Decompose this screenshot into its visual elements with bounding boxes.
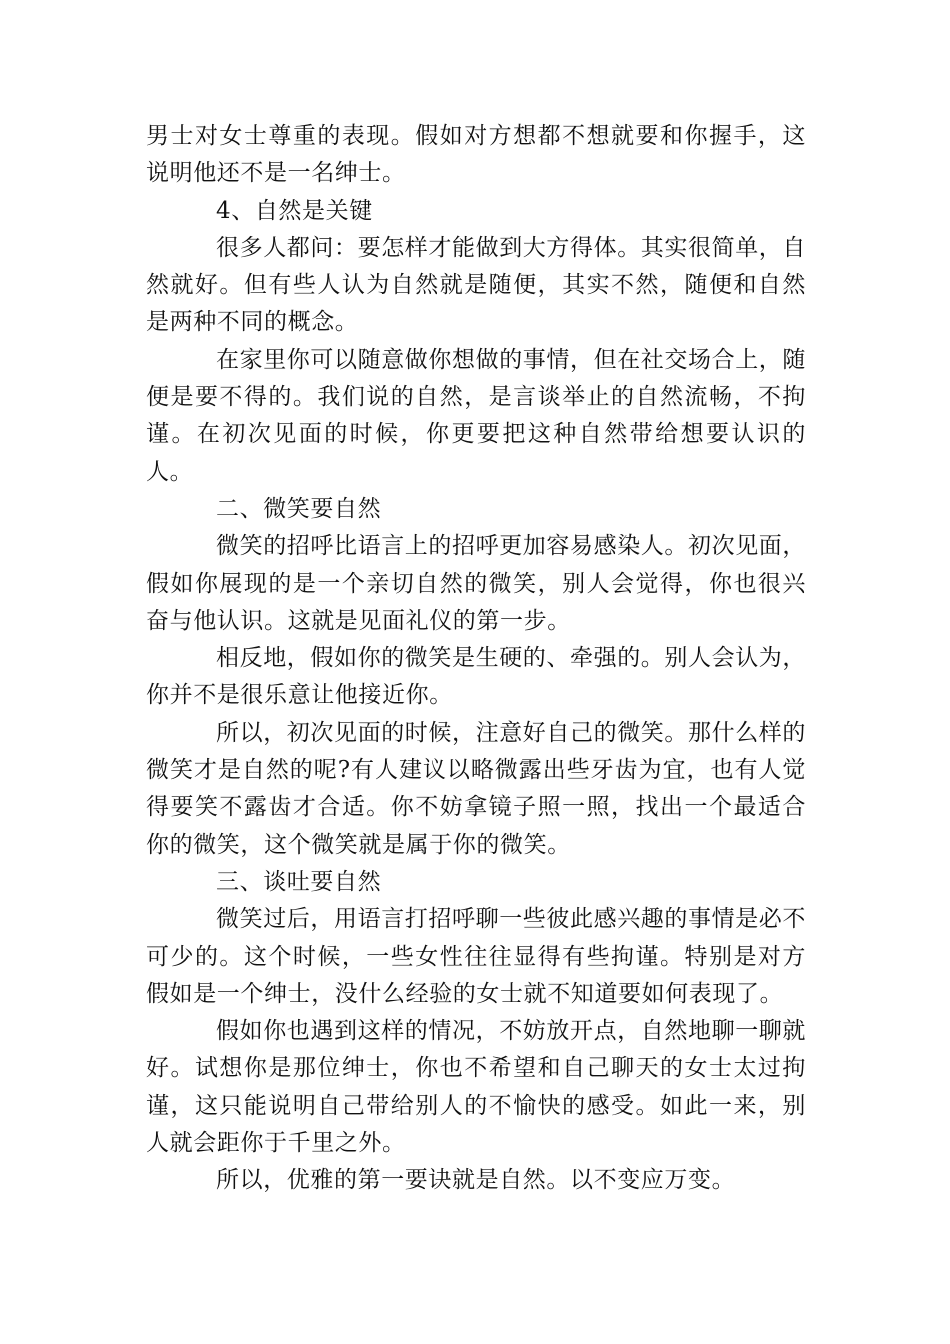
section-heading-natural-key: 4、自然是关键 xyxy=(216,197,373,224)
paragraph: 很多人都问：要怎样才能做到大方得体。其实很简单，自然就好。但有些人认为自然就是随便，其实不然，随便和自然是两种不同的概念。 xyxy=(146,234,806,336)
section-heading-smile: 二、微笑要自然 xyxy=(216,495,382,522)
section-heading-speech: 三、谈吐要自然 xyxy=(216,868,382,895)
paragraph: 相反地，假如你的微笑是生硬的、牵强的。别人会认为，你并不是很乐意让他接近你。 xyxy=(146,645,806,709)
paragraph: 所以，初次见面的时候，注意好自己的微笑。那什么样的微笑才是自然的呢?有人建议以略微露出些牙齿为宜，也有人觉得要笑不露齿才合适。你不妨拿镜子照一照，找出一个最适合你的微笑，这个微笑就是属于你的微笑。 xyxy=(146,719,806,858)
paragraph: 在家里你可以随意做你想做的事情，但在社交场合上，随便是要不得的。我们说的自然，是言谈举止的自然流畅，不拘谨。在初次见面的时候，你更要把这种自然带给想要认识的人。 xyxy=(146,346,806,485)
paragraph: 微笑的招呼比语言上的招呼更加容易感染人。初次见面，假如你展现的是一个亲切自然的微笑，别人会觉得，你也很兴奋与他认识。这就是见面礼仪的第一步。 xyxy=(146,533,806,634)
paragraph-continuation: 男士对女士尊重的表现。假如对方想都不想就要和你握手，这说明他还不是一名绅士。 xyxy=(146,123,806,187)
paragraph-conclusion: 所以，优雅的第一要诀就是自然。以不变应万变。 xyxy=(216,1167,736,1194)
paragraph: 假如你也遇到这样的情况，不妨放开点，自然地聊一聊就好。试想你是那位绅士，你也不希望和自己聊天的女士太过拘谨，这只能说明自己带给别人的不愉快的感受。如此一来，别人就会距你于千里之外。 xyxy=(146,1018,806,1157)
document-body xyxy=(146,118,806,1200)
paragraph: 微笑过后，用语言打招呼聊一些彼此感兴趣的事情是必不可少的。这个时候，一些女性往往显得有些拘谨。特别是对方假如是一个绅士，没什么经验的女士就不知道要如何表现了。 xyxy=(146,906,806,1007)
